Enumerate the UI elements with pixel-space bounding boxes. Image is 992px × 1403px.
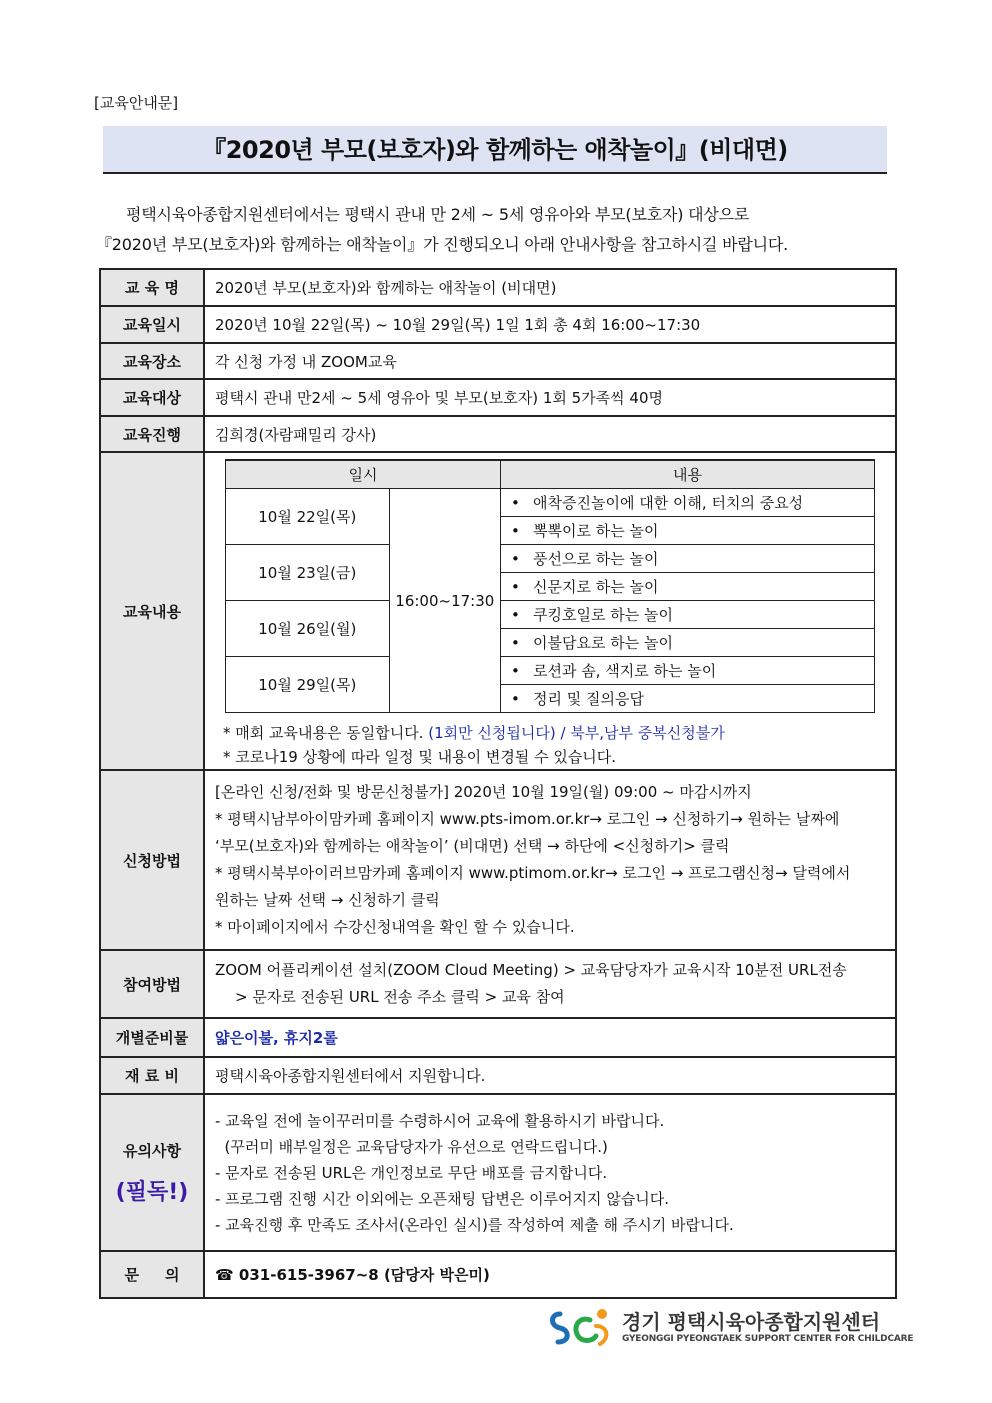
schedule-item: • 쿠킹호일로 하는 놀이 — [501, 601, 875, 629]
apply-lines — [205, 775, 895, 945]
schedule-table — [225, 459, 875, 713]
bullet-icon: • — [511, 578, 520, 596]
label-target: 교육대상 — [100, 379, 204, 416]
join-line-1: ZOOM 어플리케이션 설치(ZOOM Cloud Meeting) > 교육담당자가 교육시작 10분전 URL전송 — [215, 961, 847, 979]
bullet-icon: • — [511, 606, 520, 624]
value-join — [204, 950, 896, 1018]
schedule-item: • 이불담요로 하는 놀이 — [501, 629, 875, 657]
center-logo-name: 경기 평택시육아종합지원센터 — [622, 1310, 881, 1334]
value-notice — [204, 1094, 896, 1251]
value-name: 2020년 부모(보호자)와 함께하는 애착놀이 (비대면) — [204, 269, 896, 306]
value-target: 평택시 관내 만2세 ~ 5세 영유아 및 부모(보호자) 1회 5가족씩 40명 — [204, 379, 896, 416]
row-place — [100, 343, 896, 379]
value-apply — [204, 770, 896, 950]
bullet-icon: • — [511, 634, 520, 652]
label-name: 교 육 명 — [100, 269, 204, 306]
apply-line: * 평택시북부아이러브맘카페 홈페이지 www.ptimom.or.kr→ 로그인 → 프로그램신청→ 달력에서 — [215, 864, 851, 882]
row-target — [100, 379, 896, 416]
apply-line: 원하는 날짜 선택 → 신청하기 클릭 — [215, 891, 440, 909]
row-content — [100, 452, 896, 770]
value-contact: ☎ 031-615-3967~8 (담당자 박은미) — [204, 1251, 896, 1298]
schedule-date: 10월 22일(목) — [226, 489, 390, 545]
content-note-1: * 매회 교육내용은 동일합니다. (1회만 신청됩니다) / 북부,남부 중복신청불가 — [223, 724, 725, 742]
schedule-item: • 로션과 솜, 색지로 하는 놀이 — [501, 657, 875, 685]
apply-line: * 마이페이지에서 수강신청내역을 확인 할 수 있습니다. — [215, 918, 575, 936]
row-date — [100, 306, 896, 343]
join-line-2: > 문자로 전송된 URL 전송 주소 클릭 > 교육 참여 — [235, 988, 565, 1006]
label-date: 교육일시 — [100, 306, 204, 343]
apply-line: * 평택시남부아이맘카페 홈페이지 www.pts-imom.or.kr→ 로그인 → 신청하기→ 원하는 날짜에 — [215, 810, 840, 828]
apply-line: ‘부모(보호자)와 함께하는 애착놀이’ (비대면) 선택 → 하단에 <신청하기> 클릭 — [215, 837, 730, 855]
value-place: 각 신청 가정 내 ZOOM교육 — [204, 343, 896, 379]
schedule-row — [226, 545, 875, 573]
center-logo-icon — [546, 1304, 616, 1352]
value-date: 2020년 10월 22일(목) ~ 10월 29일(목) 1일 1회 총 4회 16:00~17:30 — [204, 306, 896, 343]
notice-line: - 교육진행 후 만족도 조사서(온라인 실시)를 작성하여 제출 해 주시기 바랍니다. — [215, 1215, 734, 1234]
row-contact — [100, 1251, 896, 1298]
intro-paragraph — [96, 200, 898, 260]
notice-line: - 프로그램 진행 시간 이외에는 오픈채팅 답변은 이루어지지 않습니다. — [215, 1189, 670, 1208]
schedule-item: • 정리 및 질의응답 — [501, 685, 875, 713]
label-instructor: 교육진행 — [100, 416, 204, 452]
must-read-label: (필독!) — [115, 1179, 189, 1205]
row-cost — [100, 1057, 896, 1094]
schedule-date: 10월 29일(목) — [226, 657, 390, 713]
schedule-col-content: 내용 — [501, 460, 875, 489]
row-name — [100, 269, 896, 306]
bullet-icon: • — [511, 494, 520, 512]
schedule-item: • 신문지로 하는 놀이 — [501, 573, 875, 601]
bullet-icon: • — [511, 662, 520, 680]
row-join — [100, 950, 896, 1018]
content-notes — [223, 721, 895, 769]
row-apply — [100, 770, 896, 950]
label-contact: 문 의 — [100, 1251, 204, 1298]
label-apply: 신청방법 — [100, 770, 204, 950]
info-table — [99, 268, 897, 1299]
intro-line-2: 『2020년 부모(보호자)와 함께하는 애착놀이』가 진행되오니 아래 안내사항을 참고하시길 바랍니다. — [96, 235, 789, 254]
value-content — [204, 452, 896, 770]
value-instructor: 김희경(자람패밀리 강사) — [204, 416, 896, 452]
schedule-item: • 풍선으로 하는 놀이 — [501, 545, 875, 573]
bullet-icon: • — [511, 550, 520, 568]
schedule-item: • 애착증진놀이에 대한 이해, 터치의 중요성 — [501, 489, 875, 517]
row-instructor — [100, 416, 896, 452]
schedule-date: 10월 23일(금) — [226, 545, 390, 601]
label-cost: 재 료 비 — [100, 1057, 204, 1094]
schedule-row — [226, 657, 875, 685]
schedule-item: • 뽁뽁이로 하는 놀이 — [501, 517, 875, 545]
schedule-row — [226, 489, 875, 517]
label-notice: 유의사항 (필독!) — [100, 1094, 204, 1251]
apply-line: [온라인 신청/전화 및 방문신청불가] 2020년 10월 19일(월) 09:00 ~ 마감시까지 — [215, 783, 752, 801]
label-place: 교육장소 — [100, 343, 204, 379]
document-title: 『2020년 부모(보호자)와 함께하는 애착놀이』(비대면) — [103, 126, 887, 174]
value-cost: 평택시육아종합지원센터에서 지원합니다. — [204, 1057, 896, 1094]
center-logo-subtitle: GYEONGGI PYEONGTAEK SUPPORT CENTER FOR CHILDCARE — [622, 1334, 914, 1344]
label-content: 교육내용 — [100, 452, 204, 770]
schedule-header — [226, 460, 875, 489]
center-logo — [546, 1304, 914, 1354]
notice-line: - 교육일 전에 놀이꾸러미를 수령하시어 교육에 활용하시기 바랍니다. — [215, 1111, 665, 1130]
row-notice — [100, 1094, 896, 1251]
schedule-col-date: 일시 — [226, 460, 501, 489]
label-prep: 개별준비물 — [100, 1018, 204, 1057]
notice-line: - 문자로 전송된 URL은 개인정보로 무단 배포를 금지합니다. — [215, 1163, 608, 1182]
value-prep: 얇은이불, 휴지2롤 — [204, 1018, 896, 1057]
bullet-icon: • — [511, 690, 520, 708]
row-prep — [100, 1018, 896, 1057]
schedule-time: 16:00~17:30 — [389, 489, 500, 713]
intro-line-1: 평택시육아종합지원센터에서는 평택시 관내 만 2세 ~ 5세 영유아와 부모(보호자) 대상으로 — [126, 205, 750, 224]
label-join: 참여방법 — [100, 950, 204, 1018]
document-tag: [교육안내문] — [94, 94, 179, 112]
schedule-row — [226, 601, 875, 629]
schedule-date: 10월 26일(월) — [226, 601, 390, 657]
content-note-2: * 코로나19 상황에 따라 일정 및 내용이 변경될 수 있습니다. — [223, 748, 617, 766]
bullet-icon: • — [511, 522, 520, 540]
notice-line: (꾸러미 배부일정은 교육담당자가 유선으로 연락드립니다.) — [215, 1137, 608, 1156]
